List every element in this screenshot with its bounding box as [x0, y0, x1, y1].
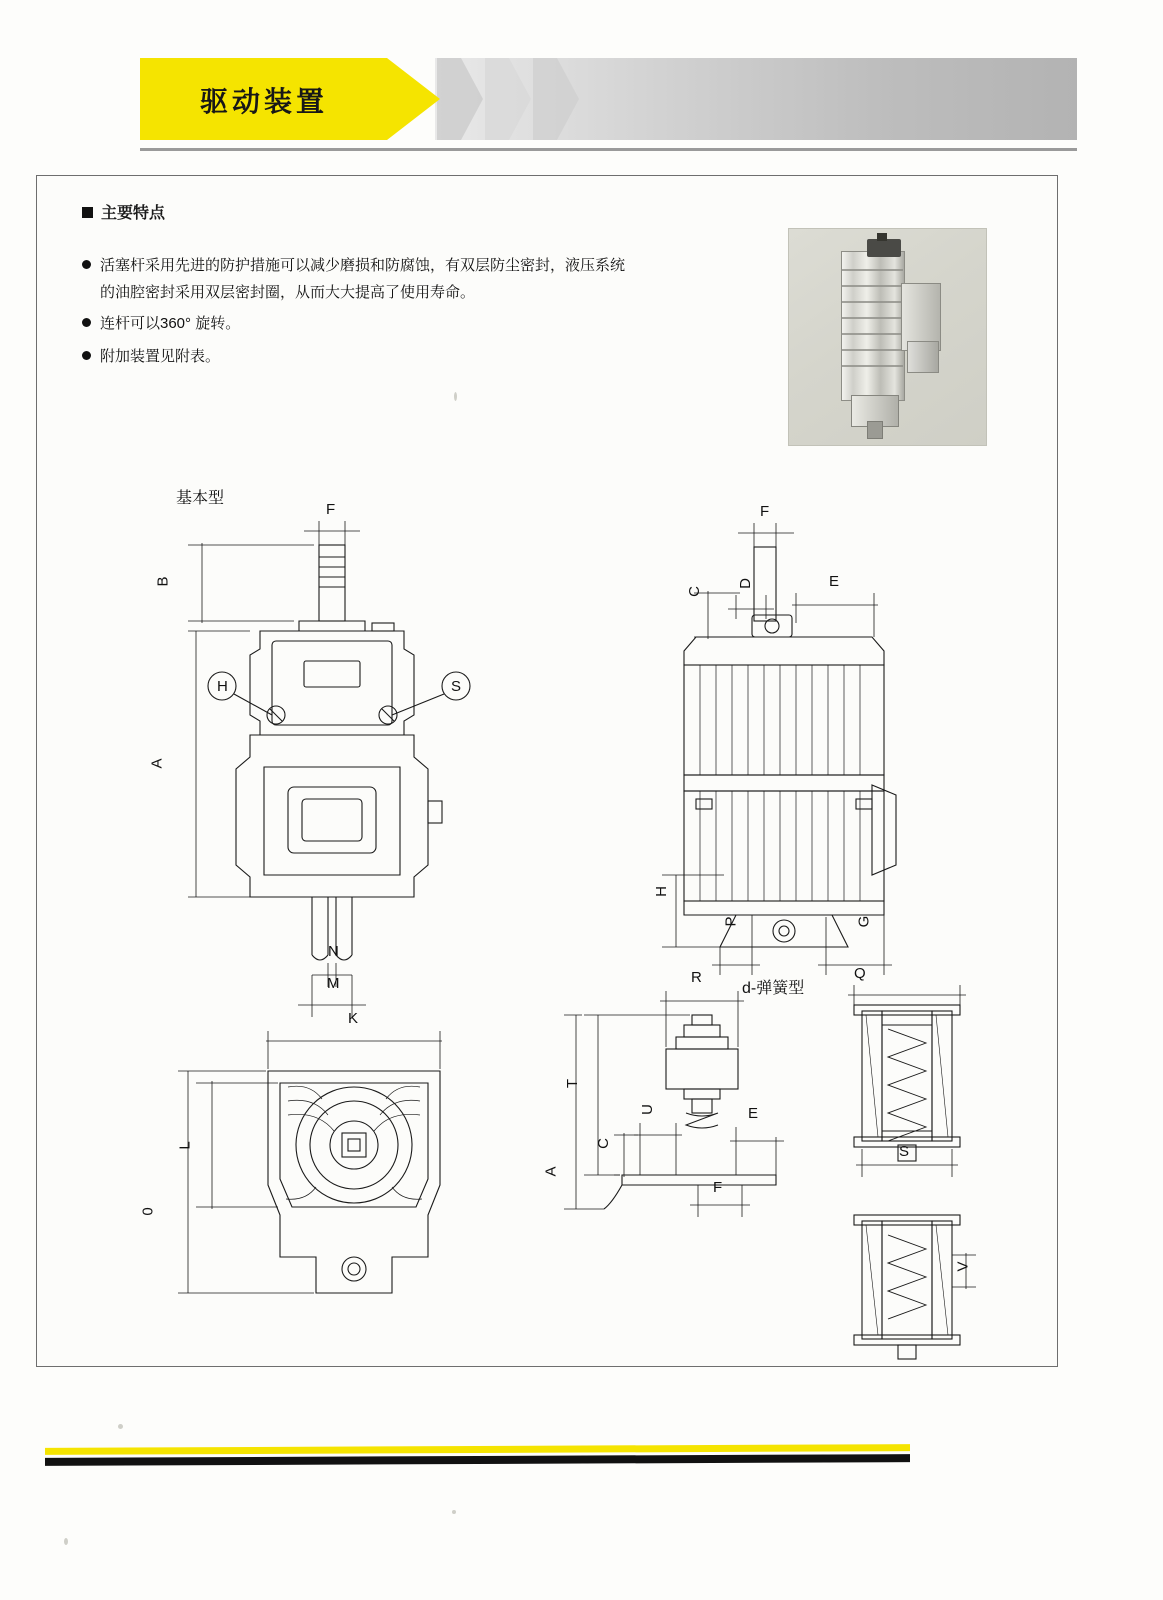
dim-label-V: V — [954, 1261, 972, 1272]
dim-label-K: K — [348, 1010, 359, 1027]
dim-label-F-spring: F — [713, 1179, 723, 1196]
dim-label-S-spring: S — [899, 1143, 910, 1160]
dim-label-N: N — [328, 943, 339, 960]
dim-label-E-spring: E — [748, 1105, 759, 1122]
dim-label-L: L — [176, 1141, 194, 1150]
header-divider — [140, 148, 1077, 151]
dim-label-A-spring: A — [542, 1166, 560, 1177]
paper-speck — [118, 1424, 123, 1429]
header-gradient-bar — [435, 58, 1077, 140]
dim-label-U: U — [638, 1104, 656, 1115]
dim-label-F-front: F — [326, 501, 336, 518]
front-view-title: 基本型 — [176, 490, 225, 507]
paper-speck — [454, 392, 457, 401]
page-title: 驱动装置 — [200, 86, 329, 117]
spring-view-title: d-弹簧型 — [742, 980, 805, 997]
dim-label-Q: Q — [854, 965, 866, 982]
dim-label-D: D — [736, 578, 754, 589]
callout-S: S — [451, 678, 462, 695]
dim-label-A-front: A — [148, 758, 166, 769]
feature-item-2-label: 连杆可以360° 旋转。 — [100, 315, 241, 332]
dim-label-C-side: C — [685, 586, 703, 597]
dim-label-C-spring: C — [594, 1138, 612, 1149]
footer-black-bar — [45, 1454, 910, 1466]
paper-speck — [64, 1538, 68, 1545]
drawings-svg — [36, 175, 1056, 1365]
feature-item-3-label: 附加装置见附表。 — [100, 348, 221, 365]
dim-label-G: G — [855, 915, 873, 928]
dim-label-E-side: E — [829, 573, 840, 590]
dim-label-M: M — [327, 975, 340, 992]
features-heading-label: 主要特点 — [101, 205, 166, 222]
feature-item-1-line1: 活塞杆采用先进的防护措施可以减少磨损和防腐蚀，有双层防尘密封，液压系统 — [100, 257, 626, 274]
dim-label-B: B — [154, 576, 172, 587]
callout-H: H — [217, 678, 228, 695]
dim-label-H-side: H — [652, 886, 670, 897]
footer-yellow-bar — [45, 1444, 910, 1455]
page-header — [140, 58, 1077, 140]
dim-label-T: T — [564, 1078, 582, 1089]
dim-label-R: R — [691, 969, 702, 986]
dim-label-0: 0 — [139, 1207, 157, 1216]
dim-label-F-side: F — [760, 503, 770, 520]
technical-drawings — [36, 175, 1056, 1365]
dim-label-P: P — [722, 916, 740, 927]
feature-item-1-line2: 的油腔密封采用双层密封圈，从而大大提高了使用寿命。 — [100, 284, 476, 301]
paper-speck — [452, 1510, 456, 1514]
